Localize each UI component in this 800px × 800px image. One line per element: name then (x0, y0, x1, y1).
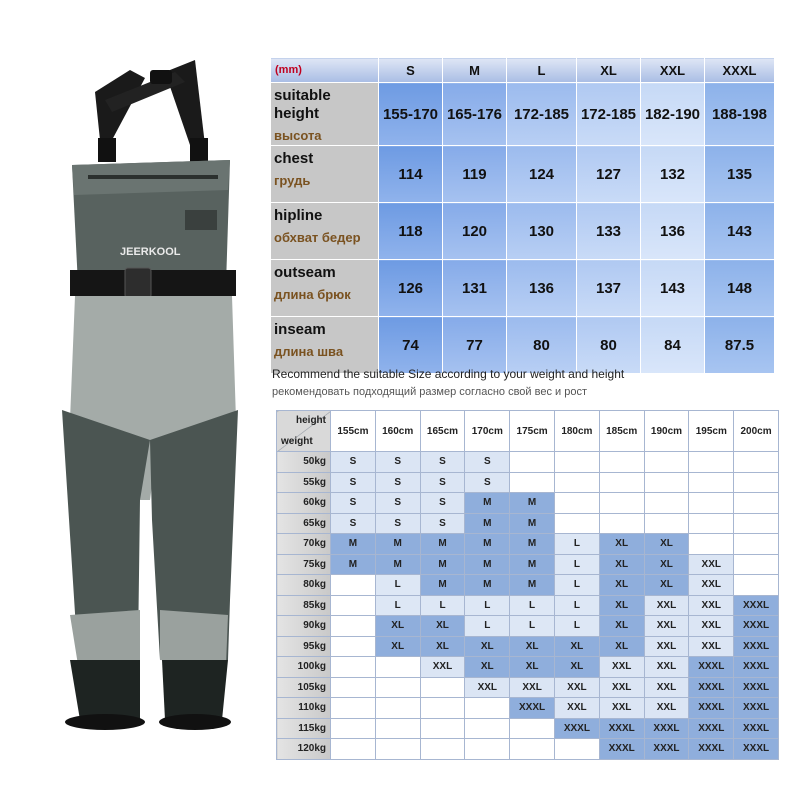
size-value: 182-190 (641, 83, 705, 146)
grid-size-cell (734, 472, 779, 493)
grid-size-cell: M (510, 493, 555, 514)
grid-size-cell: XL (420, 616, 465, 637)
grid-size-cell: XXXL (734, 677, 779, 698)
grid-size-cell (331, 698, 376, 719)
size-value: 135 (705, 146, 775, 203)
grid-size-cell: M (375, 534, 420, 555)
grid-size-cell: L (465, 616, 510, 637)
grid-size-cell: XL (465, 657, 510, 678)
size-value: 87.5 (705, 317, 775, 374)
grid-size-cell: XXL (644, 595, 689, 616)
grid-size-cell: XL (644, 575, 689, 596)
size-value: 126 (379, 260, 443, 317)
size-value: 131 (443, 260, 507, 317)
grid-size-cell (554, 513, 599, 534)
size-value: 124 (507, 146, 577, 203)
weight-label: 85kg (277, 595, 331, 616)
grid-size-cell: XXL (644, 677, 689, 698)
grid-size-cell: XXL (644, 657, 689, 678)
grid-size-cell: XXXL (644, 739, 689, 760)
corner-height-label: height (296, 415, 326, 426)
wader-product-image (0, 0, 270, 800)
height-header: 160cm (375, 411, 420, 452)
size-header-m: M (443, 58, 507, 83)
grid-size-cell: S (420, 452, 465, 473)
grid-size-cell (599, 513, 644, 534)
grid-size-cell (734, 554, 779, 575)
grid-size-cell: XXL (599, 677, 644, 698)
grid-size-cell (465, 698, 510, 719)
grid-size-cell (689, 513, 734, 534)
grid-size-cell (465, 739, 510, 760)
grid-size-cell: XL (375, 616, 420, 637)
size-header-xxl: XXL (641, 58, 705, 83)
grid-size-cell (554, 739, 599, 760)
grid-size-cell: S (375, 513, 420, 534)
left-boot (70, 660, 140, 720)
grid-size-cell (644, 513, 689, 534)
grid-row (277, 575, 779, 596)
grid-size-cell: XXL (644, 636, 689, 657)
grid-size-cell (734, 575, 779, 596)
grid-size-cell (644, 472, 689, 493)
weight-label: 90kg (277, 616, 331, 637)
grid-size-cell: XL (510, 657, 555, 678)
grid-corner (277, 411, 331, 452)
row-label-ru: высота (274, 128, 322, 143)
height-header: 195cm (689, 411, 734, 452)
grid-size-cell: M (510, 575, 555, 596)
grid-size-cell (331, 636, 376, 657)
height-header: 200cm (734, 411, 779, 452)
recommend-caption-en: Recommend the suitable Size according to your weight and height (272, 367, 625, 381)
row-label-en: suitable height (274, 87, 331, 122)
grid-size-cell (644, 452, 689, 473)
grid-row (277, 698, 779, 719)
grid-size-cell (420, 677, 465, 698)
grid-size-cell (554, 452, 599, 473)
grid-row (277, 657, 779, 678)
grid-size-cell: L (554, 616, 599, 637)
row-label-en: hipline (274, 207, 323, 224)
grid-size-cell: XXXL (599, 718, 644, 739)
grid-size-cell: L (465, 595, 510, 616)
grid-size-cell: XXXL (599, 739, 644, 760)
grid-size-cell: XXXL (689, 657, 734, 678)
weight-label: 65kg (277, 513, 331, 534)
grid-size-cell: XXXL (554, 718, 599, 739)
grid-size-cell: S (375, 493, 420, 514)
grid-size-cell (375, 718, 420, 739)
grid-size-cell: XXL (689, 595, 734, 616)
size-value: 172-185 (577, 83, 641, 146)
grid-size-cell: M (375, 554, 420, 575)
size-value: 172-185 (507, 83, 577, 146)
size-value: 130 (507, 203, 577, 260)
grid-row (277, 472, 779, 493)
grid-size-cell: XL (420, 636, 465, 657)
size-header-xl: XL (577, 58, 641, 83)
size-value: 119 (443, 146, 507, 203)
grid-size-cell: M (465, 534, 510, 555)
grid-size-cell (375, 657, 420, 678)
grid-size-cell: M (465, 513, 510, 534)
height-header: 155cm (331, 411, 376, 452)
height-header: 170cm (465, 411, 510, 452)
row-label-ru: грудь (274, 173, 311, 188)
grid-size-cell: M (465, 493, 510, 514)
grid-size-cell: M (510, 513, 555, 534)
row-label-en: outseam (274, 264, 336, 281)
weight-label: 80kg (277, 575, 331, 596)
grid-size-cell: XL (599, 616, 644, 637)
grid-size-cell: XL (554, 636, 599, 657)
grid-size-cell: S (331, 472, 376, 493)
size-value: 127 (577, 146, 641, 203)
grid-size-cell: L (375, 575, 420, 596)
grid-size-cell: XXXL (734, 718, 779, 739)
size-value: 155-170 (379, 83, 443, 146)
grid-size-cell: XXL (644, 698, 689, 719)
size-value: 133 (577, 203, 641, 260)
grid-size-cell: S (420, 513, 465, 534)
height-header: 165cm (420, 411, 465, 452)
grid-row (277, 493, 779, 514)
grid-size-cell: XXXL (644, 718, 689, 739)
grid-size-cell (420, 718, 465, 739)
grid-size-cell: XXXL (689, 677, 734, 698)
grid-size-cell (331, 657, 376, 678)
grid-size-cell: S (375, 452, 420, 473)
grid-size-cell: L (375, 595, 420, 616)
grid-size-cell: XXL (465, 677, 510, 698)
weight-label: 70kg (277, 534, 331, 555)
grid-row (277, 677, 779, 698)
grid-size-cell: XL (599, 554, 644, 575)
row-suitable-height (271, 83, 775, 146)
height-header: 180cm (554, 411, 599, 452)
grid-size-cell (510, 739, 555, 760)
grid-size-cell (510, 452, 555, 473)
weight-label: 100kg (277, 657, 331, 678)
grid-size-cell: XXXL (689, 739, 734, 760)
row-label (271, 146, 379, 203)
size-value: 118 (379, 203, 443, 260)
size-header-row (271, 58, 775, 83)
grid-size-cell: S (331, 452, 376, 473)
grid-size-cell (554, 493, 599, 514)
height-header: 175cm (510, 411, 555, 452)
grid-size-cell: M (331, 554, 376, 575)
row-label-ru: длина шва (274, 344, 344, 359)
unit-label: (mm) (271, 58, 379, 83)
grid-size-cell (375, 698, 420, 719)
grid-row (277, 554, 779, 575)
grid-size-cell (734, 534, 779, 555)
grid-size-cell: XXL (689, 575, 734, 596)
grid-size-cell: L (420, 595, 465, 616)
weight-label: 110kg (277, 698, 331, 719)
grid-size-cell (734, 513, 779, 534)
size-value: 80 (507, 317, 577, 374)
belt-buckle (125, 268, 151, 298)
grid-size-cell (510, 472, 555, 493)
recommend-caption-ru: рекомендовать подходящий размер согласно свой вес и рост (272, 386, 587, 398)
grid-size-cell: XXXL (734, 595, 779, 616)
grid-size-cell: L (554, 534, 599, 555)
grid-size-cell: M (420, 554, 465, 575)
grid-size-cell: XXL (599, 657, 644, 678)
grid-size-cell: XXL (644, 616, 689, 637)
grid-size-cell (510, 718, 555, 739)
grid-size-cell (689, 493, 734, 514)
grid-size-cell: XXXL (734, 657, 779, 678)
grid-row (277, 636, 779, 657)
grid-size-cell: XXL (689, 554, 734, 575)
grid-size-cell: S (331, 513, 376, 534)
grid-size-cell: XL (510, 636, 555, 657)
grid-size-cell: XXL (554, 698, 599, 719)
size-value: 165-176 (443, 83, 507, 146)
grid-size-cell: M (420, 534, 465, 555)
grid-size-cell: L (554, 595, 599, 616)
weight-label: 120kg (277, 739, 331, 760)
size-value: 148 (705, 260, 775, 317)
size-header-s: S (379, 58, 443, 83)
grid-size-cell: XXXL (689, 698, 734, 719)
grid-size-cell: XXL (689, 636, 734, 657)
corner-weight-label: weight (281, 436, 313, 447)
size-value: 188-198 (705, 83, 775, 146)
right-boot (162, 660, 228, 720)
grid-size-cell (420, 698, 465, 719)
weight-label: 75kg (277, 554, 331, 575)
grid-row (277, 595, 779, 616)
grid-size-cell: L (554, 575, 599, 596)
grid-size-cell: XL (599, 534, 644, 555)
size-value: 74 (379, 317, 443, 374)
grid-header-row (277, 411, 779, 452)
weight-label: 60kg (277, 493, 331, 514)
grid-size-cell: L (510, 595, 555, 616)
grid-size-cell (689, 472, 734, 493)
size-value: 143 (705, 203, 775, 260)
grid-size-cell: XL (465, 636, 510, 657)
weight-height-size-grid (276, 410, 779, 760)
grid-size-cell: XXXL (734, 636, 779, 657)
row-inseam (271, 317, 775, 374)
size-value: 114 (379, 146, 443, 203)
grid-size-cell (331, 739, 376, 760)
grid-size-cell: XL (644, 554, 689, 575)
height-header: 185cm (599, 411, 644, 452)
grid-size-cell: M (510, 554, 555, 575)
grid-size-cell: XXXL (734, 616, 779, 637)
grid-size-cell: S (465, 452, 510, 473)
grid-row (277, 513, 779, 534)
grid-size-cell (689, 534, 734, 555)
grid-size-cell: XXL (510, 677, 555, 698)
brand-label: JEERKOOL (120, 246, 181, 258)
size-value: 136 (641, 203, 705, 260)
row-label-ru: длина брюк (274, 287, 351, 302)
grid-size-cell (331, 677, 376, 698)
weight-label: 55kg (277, 472, 331, 493)
weight-label: 115kg (277, 718, 331, 739)
grid-size-cell (734, 452, 779, 473)
grid-size-cell: M (420, 575, 465, 596)
grid-size-cell: XL (375, 636, 420, 657)
grid-size-cell: XXL (554, 677, 599, 698)
grid-size-cell (331, 595, 376, 616)
size-value: 136 (507, 260, 577, 317)
grid-size-cell: S (420, 472, 465, 493)
grid-row (277, 718, 779, 739)
grid-size-cell: XXXL (734, 698, 779, 719)
size-value: 77 (443, 317, 507, 374)
grid-size-cell: L (554, 554, 599, 575)
grid-size-cell: XXL (689, 616, 734, 637)
grid-size-cell: XXXL (734, 739, 779, 760)
grid-size-cell: XL (599, 636, 644, 657)
grid-size-cell (644, 493, 689, 514)
row-outseam (271, 260, 775, 317)
row-chest (271, 146, 775, 203)
grid-size-cell: S (465, 472, 510, 493)
row-label (271, 260, 379, 317)
size-header-xxxl: XXXL (705, 58, 775, 83)
grid-size-cell (331, 616, 376, 637)
grid-size-cell (599, 493, 644, 514)
grid-row (277, 452, 779, 473)
size-value: 84 (641, 317, 705, 374)
size-table (270, 57, 775, 374)
row-label-ru: обхват бедер (274, 230, 361, 245)
weight-label: 50kg (277, 452, 331, 473)
grid-size-cell (689, 452, 734, 473)
grid-size-cell: XXL (420, 657, 465, 678)
size-value: 80 (577, 317, 641, 374)
size-value: 137 (577, 260, 641, 317)
grid-size-cell (599, 472, 644, 493)
chest-zipper (88, 175, 218, 179)
grid-size-cell: XL (554, 657, 599, 678)
height-header: 190cm (644, 411, 689, 452)
grid-size-cell: S (420, 493, 465, 514)
row-label (271, 83, 379, 146)
grid-size-cell: M (510, 534, 555, 555)
grid-row (277, 534, 779, 555)
weight-label: 95kg (277, 636, 331, 657)
grid-size-cell: XL (644, 534, 689, 555)
grid-size-cell: XL (599, 575, 644, 596)
grid-size-cell (465, 718, 510, 739)
grid-size-cell: XXL (599, 698, 644, 719)
grid-size-cell: S (331, 493, 376, 514)
grid-size-cell (375, 677, 420, 698)
grid-size-cell (375, 739, 420, 760)
grid-size-cell (331, 575, 376, 596)
size-value: 120 (443, 203, 507, 260)
grid-size-cell (599, 452, 644, 473)
grid-size-cell: XXXL (689, 718, 734, 739)
size-value: 143 (641, 260, 705, 317)
row-label-en: chest (274, 150, 314, 167)
grid-size-cell: S (375, 472, 420, 493)
patch (185, 210, 217, 230)
grid-size-cell (331, 718, 376, 739)
grid-size-cell (420, 739, 465, 760)
wading-belt (70, 270, 236, 296)
grid-size-cell: XL (599, 595, 644, 616)
grid-size-cell (734, 493, 779, 514)
row-label (271, 203, 379, 260)
grid-size-cell: M (465, 575, 510, 596)
size-header-l: L (507, 58, 577, 83)
row-label (271, 317, 379, 374)
grid-row (277, 616, 779, 637)
grid-size-cell: XXXL (510, 698, 555, 719)
grid-size-cell: M (465, 554, 510, 575)
grid-size-cell: L (510, 616, 555, 637)
size-value: 132 (641, 146, 705, 203)
row-label-en: inseam (274, 321, 326, 338)
weight-label: 105kg (277, 677, 331, 698)
grid-row (277, 739, 779, 760)
grid-size-cell (554, 472, 599, 493)
grid-size-cell: M (331, 534, 376, 555)
row-hipline (271, 203, 775, 260)
